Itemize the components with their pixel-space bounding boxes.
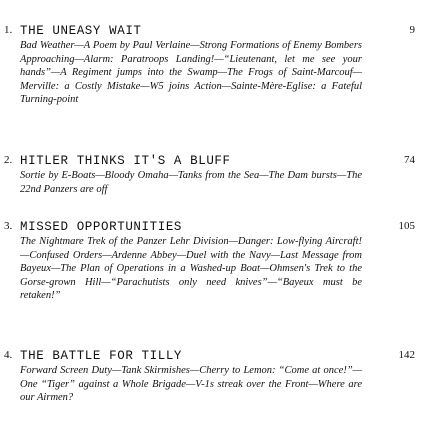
chapter-page-number: 105 xyxy=(398,220,415,232)
chapter-title: HITLER THINKS IT'S A BLUFF xyxy=(20,154,231,168)
chapter-number: 3. xyxy=(4,220,13,232)
chapter-number: 4. xyxy=(4,349,13,361)
chapter-title: THE UNEASY WAIT xyxy=(20,24,142,38)
chapter-description: Bad Weather—A Poem by Paul Verlaine—Strong Formations of Enemy Bombers Approaching—Alarm: Paratroops Landing!—“Lieutenant, let me see your hands”—A Regiment jumps into the Swamp—The Frogs of Saint-Marcouf—Merville: a Costly Mistake—W5 joins Action—Sainte-Mère-Eglise: a Fateful Turning-point xyxy=(20,40,362,105)
chapter-page-number: 74 xyxy=(404,154,415,166)
chapter-title: MISSED OPPORTUNITIES xyxy=(20,220,183,234)
chapter-number: 1. xyxy=(4,24,13,36)
chapter-page-number: 142 xyxy=(398,349,415,361)
chapter-description: Sortie by E-Boats—Bloody Omaha—Tanks from the Sea—The Dam bursts—The 22nd Panzers are off xyxy=(20,170,362,195)
chapter-description: Forward Screen Duty—Tank Skirmishes—Cherry to Lemon: “Come at once!”—One “Tiger” against a Whole Brigade—V-1s streak over the Front—Where are our Airmen? xyxy=(20,365,362,403)
chapter-title: THE BATTLE FOR TILLY xyxy=(20,349,183,363)
chapter-page-number: 9 xyxy=(409,24,415,36)
chapter-number: 2. xyxy=(4,154,13,166)
chapter-description: The Nightmare Trek of the Panzer Lehr Division—Danger: Low-flying Aircraft!—Confused Orders—Ardenne Abbey—Duel with the Navy—Last Message from Bayeux—The Plan of Operations in a Washed-up Boat—Ohmsen's Trek to the Gorse-grown Hill—“Parachutists only need knives”—“Bayeux must be retaken!” xyxy=(20,236,362,301)
